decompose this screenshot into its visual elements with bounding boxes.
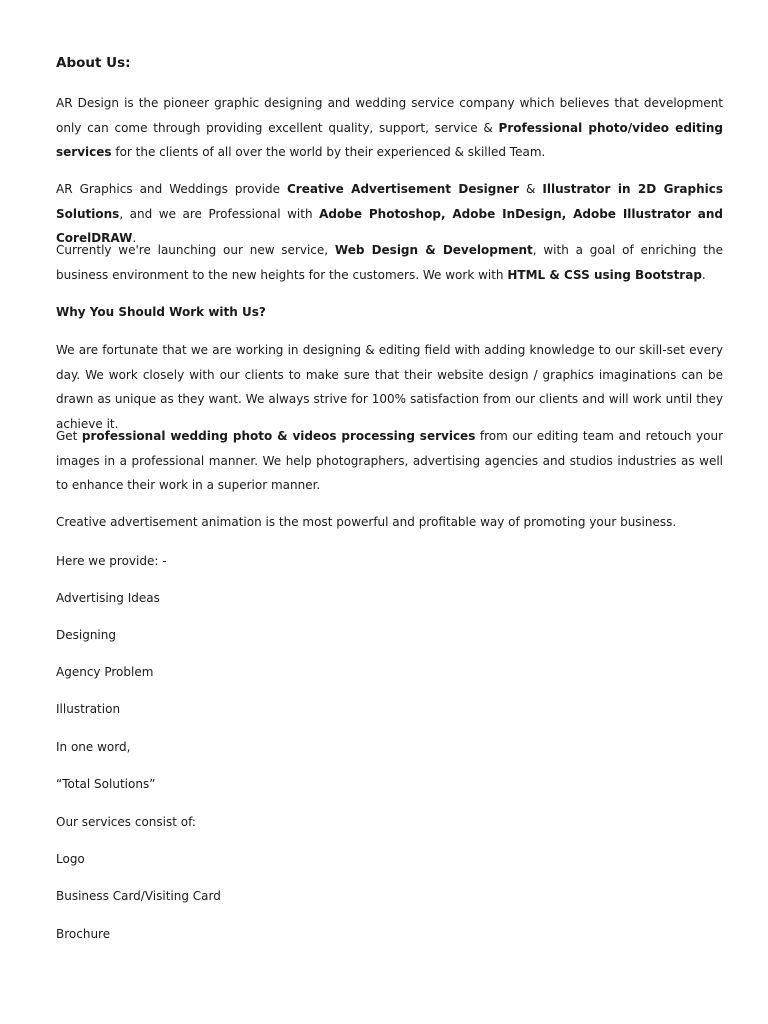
- service-advertising-ideas: Advertising Ideas: [56, 591, 160, 605]
- about-p2-bold-1: Creative Advertisement Designer: [287, 182, 519, 196]
- here-we-provide-line: Here we provide: -: [56, 554, 167, 568]
- why-paragraph-1: We are fortunate that we are working in designing & editing field with adding knowledge to our skill-set every day. We work closely with our clients to make sure that their website design / graphics imaginations can be drawn as unique as they want. We always strive for 100% satisfaction from our clients and will work until they achieve it.: [56, 343, 723, 431]
- about-p3-bold-1: Web Design & Development: [334, 243, 533, 257]
- about-paragraph-3: [56, 238, 723, 287]
- about-us-heading: About Us:: [56, 55, 131, 71]
- about-p2-text-3: , and we are Professional with: [119, 206, 320, 221]
- services-consist-of-line: Our services consist of:: [56, 815, 196, 829]
- service-brochure: Brochure: [56, 927, 111, 941]
- service-designing: Designing: [56, 628, 116, 642]
- about-p2-text-1: AR Graphics and Weddings provide: [56, 182, 287, 196]
- about-p2-text-4: .: [132, 231, 137, 245]
- service-business-card: Business Card/Visiting Card: [56, 889, 221, 903]
- about-p2-text-2: &: [518, 182, 543, 196]
- service-agency-problem: Agency Problem: [56, 665, 154, 679]
- why-p2-bold-1: professional wedding photo & videos processing services: [81, 429, 476, 443]
- about-p3-text-2: , with a goal of enriching the business environment to the new heights for the customers. We work with: [56, 243, 723, 282]
- why-paragraph-2: [56, 424, 723, 498]
- why-work-with-us-heading: Why You Should Work with Us?: [56, 305, 266, 319]
- about-p2-bold-2: Illustrator in 2D Graphics Solutions: [56, 182, 723, 221]
- about-p1-text-2: for the clients of all over the world by their experienced & skilled Team.: [111, 145, 546, 159]
- total-solutions-line: “Total Solutions”: [56, 777, 156, 791]
- why-p2-text-2: from our editing team and retouch your images in a professional manner. We help photographers, advertising agencies and studios industries as well to enhance their work in a superior manner.: [56, 429, 724, 492]
- why-paragraph-3: Creative advertisement animation is the most powerful and profitable way of promoting your business.: [56, 515, 677, 529]
- service-logo: Logo: [56, 852, 85, 866]
- service-illustration: Illustration: [56, 702, 121, 716]
- about-p2-bold-3: Adobe Photoshop, Adobe InDesign, Adobe Illustrator and CorelDRAW: [56, 206, 723, 245]
- about-p3-text-3: .: [701, 267, 706, 282]
- why-p2-text-1: Get: [56, 429, 82, 443]
- in-one-word-line: In one word,: [56, 740, 131, 754]
- about-p3-text-1: Currently we're launching our new service,: [56, 243, 335, 257]
- about-p1-bold-1: Professional photo/video editing services: [56, 120, 723, 159]
- about-p3-bold-2: HTML & CSS using Bootstrap: [507, 267, 702, 282]
- about-p1-text-1: AR Design is the pioneer graphic designing and wedding service company which believes that development only can come through providing excellent quality, support, service &: [56, 96, 723, 135]
- about-paragraph-1: [56, 91, 723, 165]
